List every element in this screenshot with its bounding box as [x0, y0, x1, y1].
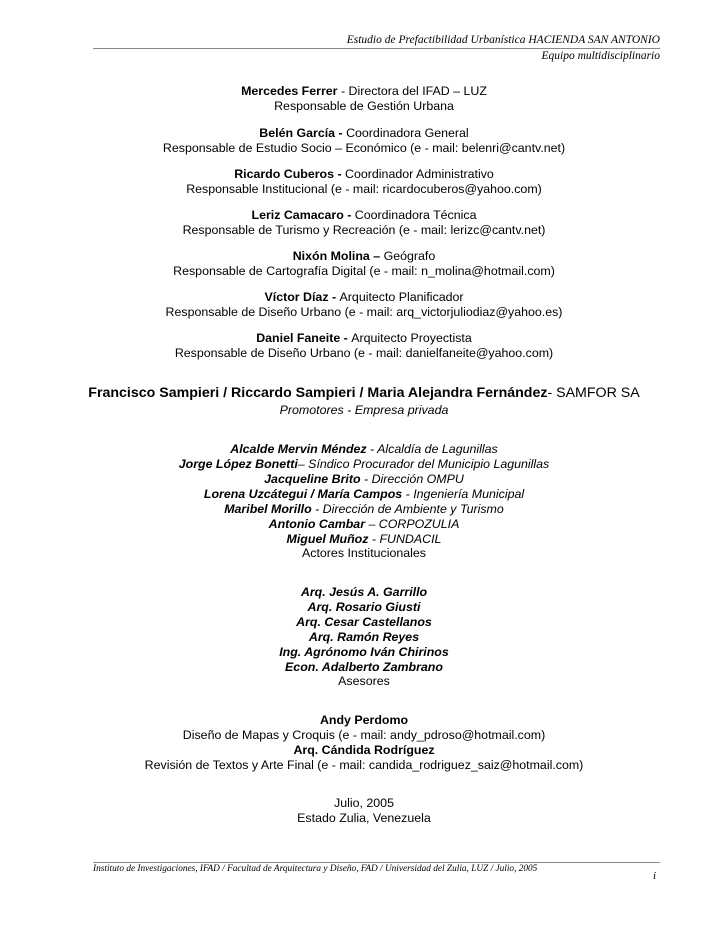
team-member-1: Mercedes Ferrer - Directora del IFAD – LUZ: [241, 84, 487, 98]
footer-rule: [93, 862, 660, 863]
advisor-5: Ing. Agrónomo Iván Chirinos: [279, 645, 449, 659]
institutional-item-7: Miguel Muñoz - FUNDACIL: [286, 532, 442, 546]
team-member-4: Leriz Camacaro - Coordinadora Técnica: [251, 208, 477, 222]
promoters-names: Francisco Sampieri / Riccardo Sampieri / Maria Alejandra Fernández- SAMFOR SA: [88, 385, 640, 401]
header-title: Estudio de Prefactibilidad Urbanística HACIENDA SAN ANTONIO: [346, 34, 660, 46]
institutional-item-2: Jorge López Bonetti– Síndico Procurador del Municipio Lagunillas: [178, 457, 550, 471]
promoters-caption: Promotores - Empresa privada: [279, 403, 449, 417]
credit-role-1: Diseño de Mapas y Croquis (e - mail: andy_pdroso@hotmail.com): [182, 728, 546, 742]
institutional-item-4: Lorena Uzcátegui / María Campos - Ingeniería Municipal: [203, 487, 525, 501]
team-member-6: Víctor Díaz - Arquitecto Planificador: [264, 290, 464, 304]
team-member-1-role: Responsable de Gestión Urbana: [274, 99, 454, 113]
credit-role-2: Revisión de Textos y Arte Final (e - mail: candida_rodriguez_saiz@hotmail.com): [144, 758, 584, 772]
page-number: i: [652, 870, 656, 882]
team-member-7-role: Responsable de Diseño Urbano (e - mail: danielfaneite@yahoo.com): [174, 346, 554, 360]
advisors-caption: Asesores: [338, 674, 390, 688]
team-member-4-role: Responsable de Turismo y Recreación (e - mail: lerizc@cantv.net): [182, 223, 546, 237]
team-member-5-role: Responsable de Cartografía Digital (e - mail: n_molina@hotmail.com): [173, 264, 555, 278]
footer-text: Instituto de Investigaciones, IFAD / Facultad de Arquitectura y Diseño, FAD / Universidad del Zulia, LUZ / Julio, 2005: [93, 864, 538, 874]
institutional-item-6: Antonio Cambar – CORPOZULIA: [268, 517, 460, 531]
team-member-7: Daniel Faneite - Arquitecto Proyectista: [256, 331, 472, 345]
advisor-1: Arq. Jesús A. Garrillo: [300, 585, 428, 599]
header-subtitle: Equipo multidisciplinario: [541, 50, 660, 62]
place: Estado Zulia, Venezuela: [297, 811, 431, 825]
advisor-6: Econ. Adalberto Zambrano: [285, 660, 443, 674]
credit-name-1: Andy Perdomo: [319, 713, 409, 727]
institutional-item-1: Alcalde Mervin Méndez - Alcaldía de Lagunillas: [230, 442, 498, 456]
institutional-item-5: Maribel Morillo - Dirección de Ambiente y Turismo: [224, 502, 504, 516]
team-member-2-role: Responsable de Estudio Socio – Económico (e - mail: belenri@cantv.net): [162, 141, 566, 155]
advisor-2: Arq. Rosario Giusti: [307, 600, 421, 614]
advisor-4: Arq. Ramón Reyes: [308, 630, 420, 644]
institutional-caption: Actores Institucionales: [302, 546, 426, 560]
institutional-item-3: Jacqueline Brito - Dirección OMPU: [264, 472, 464, 486]
team-member-5: Nixón Molina – Geógrafo: [292, 249, 436, 263]
date: Julio, 2005: [334, 796, 394, 810]
team-member-3-role: Responsable Institucional (e - mail: ricardocuberos@yahoo.com): [186, 182, 542, 196]
team-member-3: Ricardo Cuberos - Coordinador Administrativo: [234, 167, 494, 181]
team-member-2: Belén García - Coordinadora General: [259, 126, 469, 140]
advisor-3: Arq. Cesar Castellanos: [296, 615, 432, 629]
header-rule: [93, 48, 660, 49]
credit-name-2: Arq. Cándida Rodríguez: [293, 743, 435, 757]
team-member-6-role: Responsable de Diseño Urbano (e - mail: arq_victorjuliodiaz@yahoo.es): [165, 305, 563, 319]
